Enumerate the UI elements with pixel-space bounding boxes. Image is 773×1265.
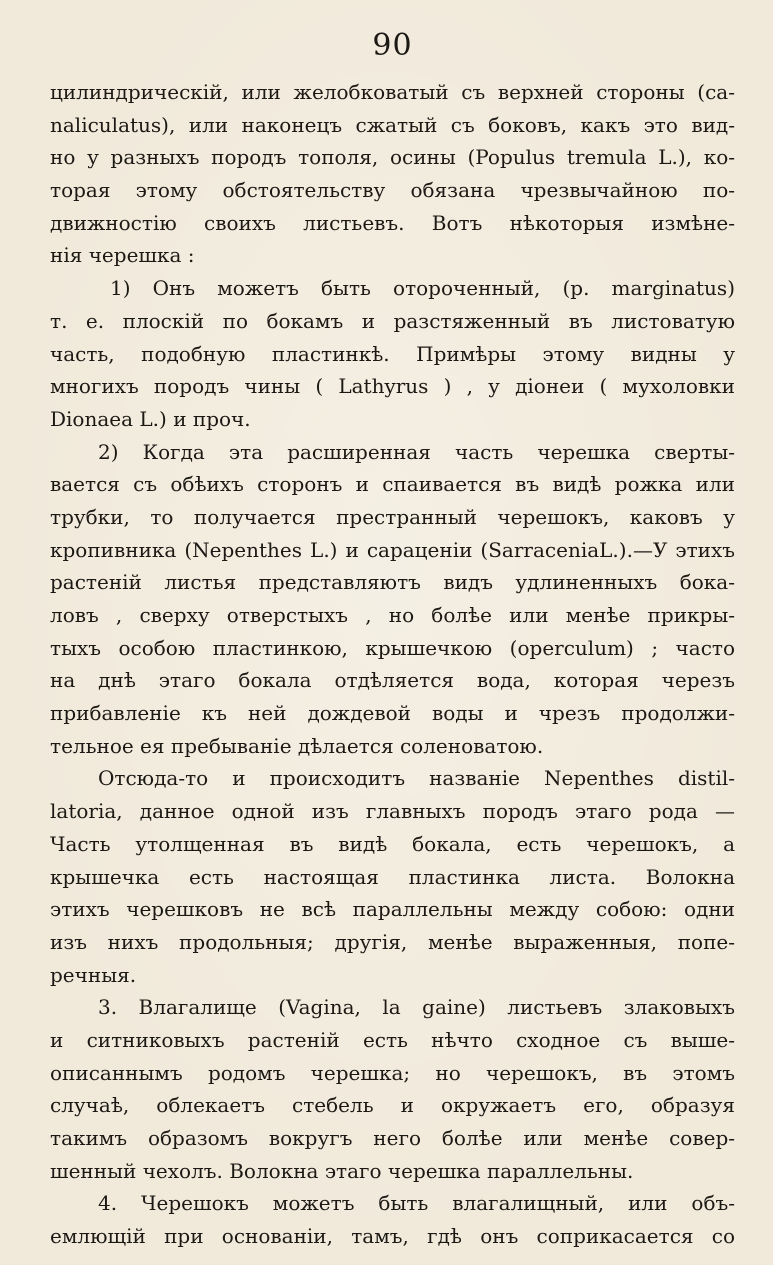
text-line: растеній листья представляютъ видъ удлиненныхъ бока-	[50, 570, 735, 595]
text-line: latoria, данное одной изъ главныхъ породъ этаго рода —	[50, 799, 735, 824]
text-line: торая этому обстоятельству обязана чрезвычайною по-	[50, 178, 735, 203]
page-number: 90	[372, 28, 413, 63]
text-line: емлющій при основаніи, тамъ, гдѣ онъ соприкасается со	[50, 1224, 735, 1249]
text-line: 1) Онъ можетъ быть отороченный, (p. marginatus)	[110, 276, 735, 301]
text-line: часть, подобную пластинкѣ. Примѣры этому видны у	[50, 341, 735, 366]
text-line: шенный чехолъ. Волокна этаго черешка параллельны.	[50, 1158, 634, 1183]
text-line: крышечка есть настоящая пластинка листа. Волокна	[50, 864, 735, 889]
text-line: изъ нихъ продольныя; другія, менѣе выраженныя, попе-	[50, 929, 735, 954]
text-line: 4. Черешокъ можетъ быть влагалищный, или объ-	[98, 1191, 735, 1216]
text-line: но у разныхъ породъ тополя, осины (Populus tremula L.), ко-	[50, 145, 735, 170]
text-line: трубки, то получается престранный черешокъ, каковъ у	[50, 504, 735, 529]
text-line: кропивника (Nepenthes L.) и сараценіи (SarraceniaL.).—У этихъ	[50, 537, 735, 562]
body-text	[50, 76, 735, 1253]
text-line: описаннымъ родомъ черешка; но черешокъ, въ этомъ	[50, 1060, 735, 1085]
text-line: Отсюда-то и происходитъ названіе Nepenthes distil-	[98, 766, 735, 791]
text-line: naliculatus), или наконецъ сжатый съ боковъ, какъ это вид-	[50, 112, 735, 137]
text-line: 3. Влагалище (Vagina, la gaine) листьевъ злаковыхъ	[98, 995, 735, 1020]
text-line: речныя.	[50, 962, 137, 987]
text-line: 2) Когда эта расширенная часть черешка сверты-	[98, 439, 735, 464]
text-line: движностію своихъ листьевъ. Вотъ нѣкоторыя измѣне-	[50, 210, 735, 235]
text-line: такимъ образомъ вокругъ него болѣе или менѣе совер-	[50, 1126, 735, 1150]
text-line: Часть утолщенная въ видѣ бокала, есть черешокъ, а	[50, 831, 735, 856]
text-line: тыхъ особою пластинкою, крышечкою (operculum) ; часто	[50, 635, 735, 660]
text-line: случаѣ, облекаетъ стебель и окружаетъ его, образуя	[50, 1093, 735, 1118]
text-line: цилиндрическій, или желобковатый съ верхней стороны (ca-	[50, 80, 735, 104]
text-line: вается съ обѣихъ сторонъ и спаивается въ видѣ рожка или	[50, 472, 735, 497]
text-line: на днѣ этаго бокала отдѣляется вода, которая черезъ	[50, 668, 735, 693]
text-line: нія черешка :	[50, 243, 195, 268]
text-line: этихъ черешковъ не всѣ параллельны между собою: одни	[50, 897, 735, 922]
text-line: и ситниковыхъ растеній есть нѣчто сходное съ выше-	[50, 1027, 735, 1052]
text-line: Dionaea L.) и проч.	[50, 406, 251, 431]
text-line: т. е. плоскій по бокамъ и разстяженный въ листоватую	[50, 308, 735, 333]
text-line: тельное ея пребываніе дѣлается соленоватою.	[50, 733, 544, 758]
text-line: многихъ породъ чины ( Lathyrus ) , у діонеи ( мухоловки	[50, 374, 735, 399]
text-line: ловъ , сверху отверстыхъ , но болѣе или менѣе прикры-	[50, 603, 735, 627]
text-line: прибавленіе къ ней дождевой воды и чрезъ продолжи-	[50, 701, 735, 726]
